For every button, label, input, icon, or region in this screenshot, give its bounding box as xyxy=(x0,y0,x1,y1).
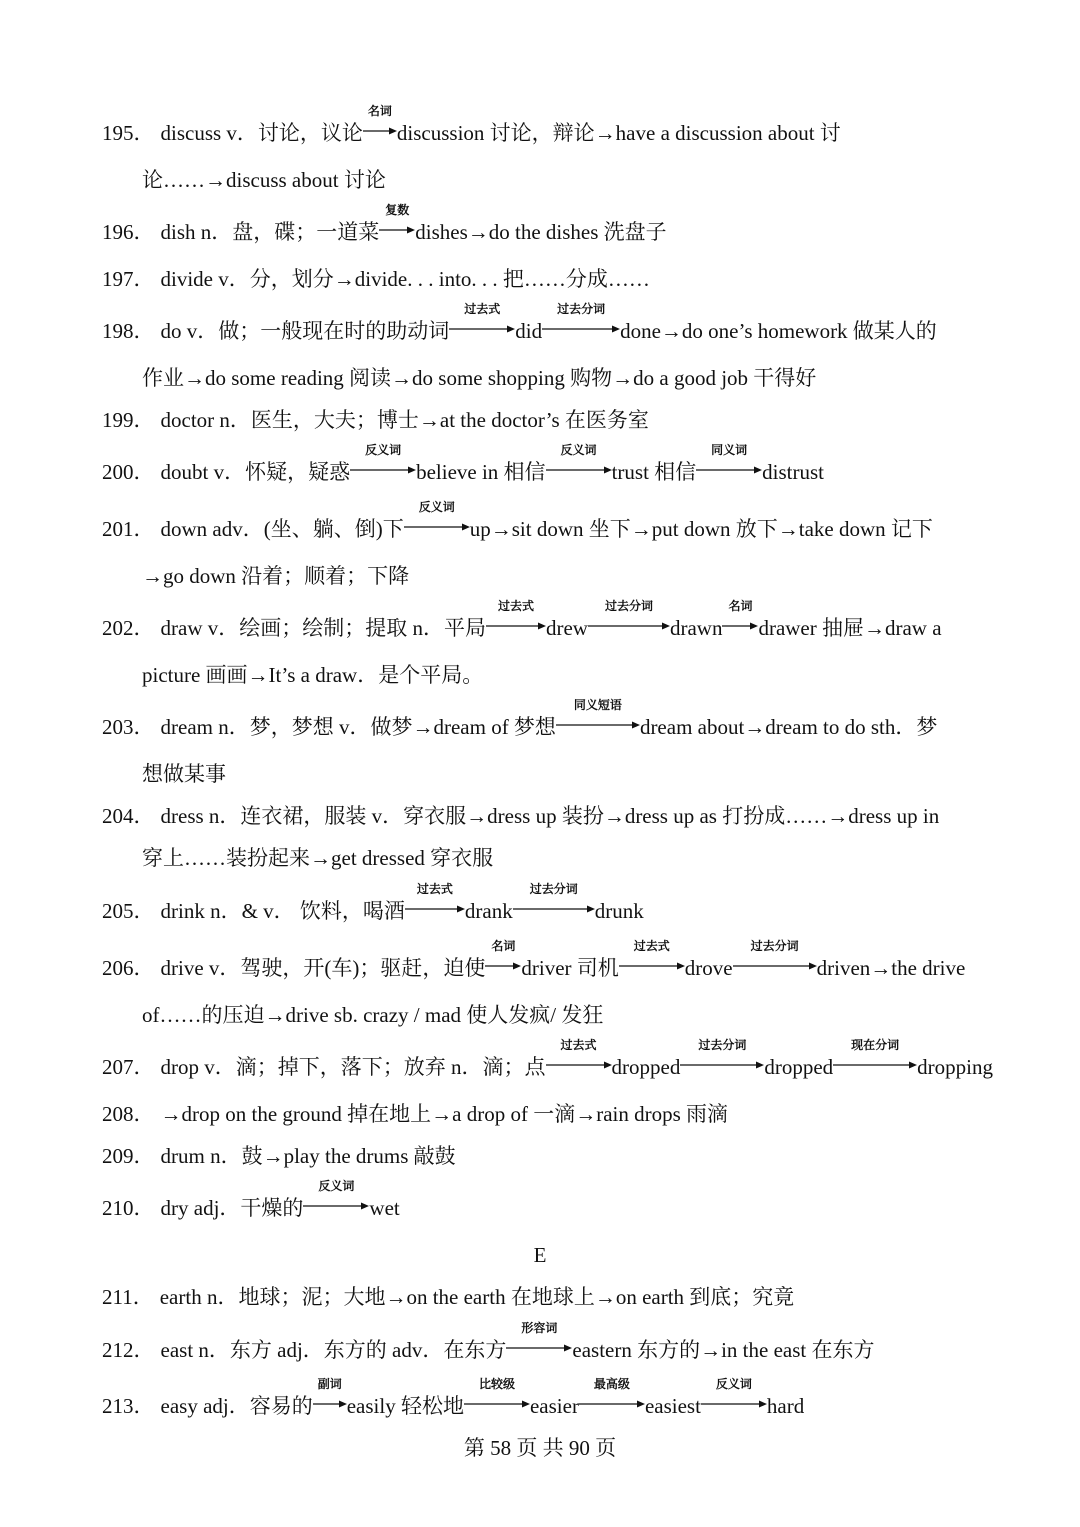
arrow-icon xyxy=(303,1202,369,1210)
entry-text: picture 画画→It’s a draw．是个平局。 xyxy=(142,663,484,687)
arrow-label: 同义词 xyxy=(711,443,748,457)
entry-number: 202． xyxy=(102,616,155,640)
entry-text: drink n．& v． 饮料，喝酒 xyxy=(160,899,405,923)
entry-text: drank xyxy=(464,899,513,923)
labeled-arrow xyxy=(313,1377,347,1413)
entry-text: eastern 东方的→in the east 在东方 xyxy=(572,1338,875,1362)
vocab-entry xyxy=(102,1038,1020,1082)
entry-text: dress n．连衣裙，服装 v．穿衣服→dress up 装扮→dress up as 打扮成……→dress up in xyxy=(160,804,940,828)
vocab-entry xyxy=(102,1282,1020,1312)
arrow-icon xyxy=(379,226,415,234)
vocab-entry xyxy=(102,599,1020,643)
arrow-icon xyxy=(833,1061,917,1069)
entry-text: divide v．分，划分→divide. . . into. . . 把……分成…… xyxy=(160,267,650,291)
arrow-icon xyxy=(405,905,465,913)
labeled-arrow xyxy=(579,1377,645,1413)
arrow-label: 反义词 xyxy=(715,1377,752,1391)
labeled-arrow xyxy=(546,443,612,479)
arrow-label: 过去分词 xyxy=(557,302,606,316)
entry-text: drop v．滴；掉下，落下；放弃 n．滴；点 xyxy=(160,1055,546,1079)
vocab-entry xyxy=(102,1321,1020,1365)
entry-number: 207． xyxy=(102,1055,155,1079)
arrow-icon xyxy=(513,905,595,913)
entry-text: trust 相信 xyxy=(611,460,697,484)
arrow-icon xyxy=(464,1400,530,1408)
entry-text: dream about→dream to do sth．梦 xyxy=(639,715,938,739)
entry-number: 198． xyxy=(102,319,155,343)
labeled-arrow xyxy=(405,882,465,918)
entry-text: dish n．盘，碟；一道菜 xyxy=(160,220,380,244)
entry-number: 204． xyxy=(102,804,155,828)
entry-number: 205． xyxy=(102,899,155,923)
labeled-arrow xyxy=(588,599,670,635)
entry-text: 穿上……装扮起来→get dressed 穿衣服 xyxy=(142,846,494,870)
labeled-arrow xyxy=(303,1179,369,1215)
entry-text: up→sit down 坐下→put down 放下→take down 记下 xyxy=(469,517,933,541)
entry-text: dropped xyxy=(764,1055,834,1079)
labeled-arrow xyxy=(464,1377,530,1413)
arrow-label: 同义短语 xyxy=(573,698,622,712)
entry-number: 197． xyxy=(102,267,155,291)
arrow-icon xyxy=(542,325,620,333)
arrow-icon xyxy=(546,466,612,474)
vocab-entry xyxy=(102,882,1020,926)
entry-text: wet xyxy=(369,1196,400,1220)
vocab-entry xyxy=(102,104,1020,148)
entry-text: drum n．鼓→play the drums 敲鼓 xyxy=(160,1144,456,1168)
arrow-icon xyxy=(696,466,762,474)
entry-continuation xyxy=(142,1000,1020,1030)
arrow-icon xyxy=(363,127,397,135)
vocab-entry xyxy=(102,500,1020,544)
vocab-entry xyxy=(102,939,1020,983)
arrow-icon xyxy=(579,1400,645,1408)
arrow-label: 过去分词 xyxy=(604,599,653,613)
arrow-label: 最高级 xyxy=(593,1377,630,1391)
vocab-entry xyxy=(102,405,1020,435)
entry-text: drunk xyxy=(594,899,644,923)
entry-number: 196． xyxy=(102,220,155,244)
arrow-icon xyxy=(404,523,470,531)
arrow-icon xyxy=(619,962,685,970)
entry-number: 199． xyxy=(102,408,155,432)
arrow-label: 现在分词 xyxy=(851,1038,900,1052)
arrow-label: 过去式 xyxy=(464,302,501,316)
entry-text: earth n．地球；泥；大地→on the earth 在地球上→on earth 到底；究竟 xyxy=(159,1285,795,1309)
labeled-arrow xyxy=(696,443,762,479)
arrow-label: 过去分词 xyxy=(698,1038,747,1052)
entry-text: easier xyxy=(529,1394,579,1418)
entry-number: 206． xyxy=(102,956,155,980)
vocab-entry xyxy=(102,698,1020,742)
entry-number: 210． xyxy=(102,1196,155,1220)
entry-text: doubt v．怀疑，疑惑 xyxy=(160,460,351,484)
entry-text: dry adj．干燥的 xyxy=(160,1196,304,1220)
entry-continuation xyxy=(142,561,1020,591)
entry-text: drive v．驾驶，开(车)；驱赶，迫使 xyxy=(160,956,486,980)
labeled-arrow xyxy=(506,1321,572,1357)
entry-text: drew xyxy=(545,616,588,640)
entry-continuation xyxy=(142,363,1020,393)
arrow-label: 副词 xyxy=(317,1377,342,1391)
arrow-label: 反义词 xyxy=(560,443,597,457)
vocab-entry xyxy=(102,1377,1020,1421)
vocab-entry xyxy=(102,264,1020,294)
entry-number: 211． xyxy=(102,1285,154,1309)
arrow-label: 复数 xyxy=(385,203,410,217)
entry-text: east n．东方 adj．东方的 adv．在东方 xyxy=(160,1338,507,1362)
entry-text: draw v．绘画；绘制；提取 n．平局 xyxy=(160,616,486,640)
section-heading: E xyxy=(533,1243,547,1267)
arrow-label: 比较级 xyxy=(478,1377,515,1391)
vocab-entry xyxy=(102,801,1020,831)
entry-number: 212． xyxy=(102,1338,155,1362)
entry-text: distrust xyxy=(762,460,824,484)
entry-number: 200． xyxy=(102,460,155,484)
entry-number: 195． xyxy=(102,121,155,145)
entry-continuation xyxy=(142,759,1020,789)
labeled-arrow xyxy=(701,1377,767,1413)
entry-text: 论……→discuss about 讨论 xyxy=(142,168,386,192)
arrow-icon xyxy=(449,325,515,333)
arrow-icon xyxy=(486,622,546,630)
entry-text: of……的压迫→drive sb. crazy / mad 使人发疯/ 发狂 xyxy=(142,1003,604,1027)
labeled-arrow xyxy=(350,443,416,479)
entry-text: →drop on the ground 掉在地上→a drop of 一滴→rain drops 雨滴 xyxy=(160,1102,729,1126)
vocab-entry xyxy=(102,443,1020,487)
entry-text: dropped xyxy=(611,1055,681,1079)
arrow-label: 过去分词 xyxy=(750,939,799,953)
arrow-icon xyxy=(546,1061,612,1069)
entry-text: 作业→do some reading 阅读→do some shopping 购物→do a good job 干得好 xyxy=(142,366,817,390)
labeled-arrow xyxy=(486,599,546,635)
labeled-arrow xyxy=(513,882,595,918)
arrow-label: 名词 xyxy=(491,939,516,953)
labeled-arrow xyxy=(722,599,758,635)
entry-text: hard xyxy=(766,1394,805,1418)
vocab-entry xyxy=(102,1179,1020,1223)
labeled-arrow xyxy=(542,302,620,338)
labeled-arrow xyxy=(363,104,397,140)
arrow-icon xyxy=(506,1344,572,1352)
labeled-arrow xyxy=(556,698,640,734)
entry-text: driven→the drive xyxy=(816,956,966,980)
labeled-arrow xyxy=(404,500,470,536)
labeled-arrow xyxy=(485,939,521,975)
arrow-icon xyxy=(733,962,817,970)
entry-text: easy adj．容易的 xyxy=(160,1394,313,1418)
arrow-icon xyxy=(556,721,640,729)
arrow-label: 过去式 xyxy=(497,599,534,613)
entry-continuation xyxy=(142,660,1020,690)
vocab-entry xyxy=(102,203,1020,247)
entry-text: dishes→do the dishes 洗盘子 xyxy=(415,220,667,244)
entry-text: discussion 讨论，辩论→have a discussion about 讨 xyxy=(396,121,841,145)
arrow-label: 反义词 xyxy=(418,500,455,514)
entry-text: drawn xyxy=(669,616,723,640)
entry-number: 203． xyxy=(102,715,155,739)
entry-text: drawer 抽屉→draw a xyxy=(758,616,942,640)
arrow-label: 过去式 xyxy=(633,939,670,953)
entry-text: dream n．梦，梦想 v．做梦→dream of 梦想 xyxy=(160,715,556,739)
vocab-entry xyxy=(102,1099,1020,1129)
labeled-arrow xyxy=(379,203,415,239)
arrow-label: 反义词 xyxy=(318,1179,355,1193)
entry-text: discuss v．讨论，议论 xyxy=(160,121,363,145)
entry-text: down adv．(坐、躺、倒)下 xyxy=(160,517,404,541)
arrow-label: 名词 xyxy=(728,599,753,613)
entry-text: drove xyxy=(684,956,733,980)
labeled-arrow xyxy=(619,939,685,975)
arrow-icon xyxy=(701,1400,767,1408)
arrow-label: 过去式 xyxy=(560,1038,597,1052)
arrow-label: 过去式 xyxy=(416,882,453,896)
arrow-icon xyxy=(722,622,758,630)
arrow-icon xyxy=(680,1061,764,1069)
arrow-label: 形容词 xyxy=(521,1321,558,1335)
entry-number: 201． xyxy=(102,517,155,541)
labeled-arrow xyxy=(833,1038,917,1074)
entry-text: doctor n．医生，大夫；博士→at the doctor’s 在医务室 xyxy=(160,408,649,432)
vocab-entry xyxy=(102,302,1020,346)
entry-number: 209． xyxy=(102,1144,155,1168)
page-footer: 第 58 页 共 90 页 xyxy=(463,1436,617,1460)
entry-number: 208． xyxy=(102,1102,155,1126)
entry-text: →go down 沿着；顺着；下降 xyxy=(142,564,410,588)
entry-text: do v．做；一般现在时的助动词 xyxy=(160,319,450,343)
entry-text: done→do one’s homework 做某人的 xyxy=(620,319,937,343)
arrow-icon xyxy=(485,962,521,970)
entry-text: easily 轻松地 xyxy=(346,1394,464,1418)
labeled-arrow xyxy=(449,302,515,338)
entry-number: 213． xyxy=(102,1394,155,1418)
entry-continuation xyxy=(142,165,1020,195)
entry-text: believe in 相信 xyxy=(416,460,546,484)
arrow-icon xyxy=(313,1400,347,1408)
entry-text: 想做某事 xyxy=(142,762,226,786)
arrow-label: 过去分词 xyxy=(529,882,578,896)
vocab-entry xyxy=(102,1141,1020,1171)
arrow-label: 名词 xyxy=(367,104,392,118)
labeled-arrow xyxy=(680,1038,764,1074)
arrow-label: 反义词 xyxy=(365,443,402,457)
entry-text: driver 司机 xyxy=(521,956,619,980)
entry-text: dropping xyxy=(917,1055,993,1079)
entry-text: did xyxy=(515,319,543,343)
labeled-arrow xyxy=(546,1038,612,1074)
arrow-icon xyxy=(588,622,670,630)
labeled-arrow xyxy=(733,939,817,975)
arrow-icon xyxy=(350,466,416,474)
entry-text: easiest xyxy=(644,1394,701,1418)
entry-continuation xyxy=(142,843,1020,873)
